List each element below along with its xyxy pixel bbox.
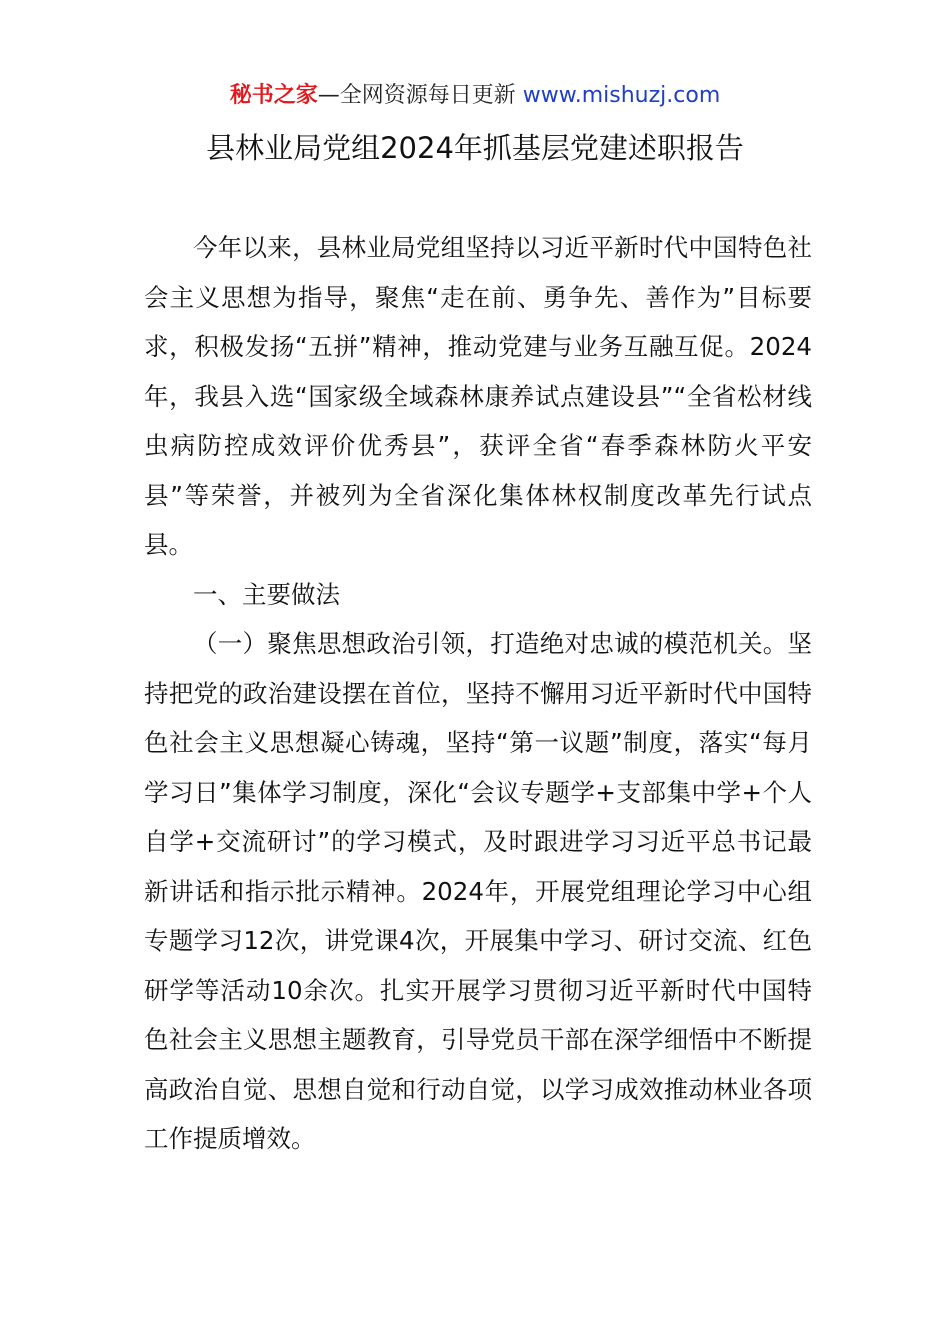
brand-name: 秘书之家 [229, 83, 318, 108]
body-paragraph: （一）聚焦思想政治引领，打造绝对忠诚的模范机关。坚持把党的政治建设摆在首位，坚持不懈用习近平新时代中国特色社会主义思想凝心铸魂，坚持“第一议题”制度，落实“每月学习日”集体学习制度，深化“会议专题学+支部集中学+个人自学+交流研讨”的学习模式，及时跟进学习习近平总书记最新讲话和指示批示精神。2024年，开展党组理论学习中心组专题学习12次，讲党课4次，开展集中学习、研讨交流、红色研学等活动10余次。扎实开展学习贯彻习近平新时代中国特色社会主义思想主题教育，引导党员干部在深学细悟中不断提高政治自觉、思想自觉和行动自觉，以学习成效推动林业各项工作提质增效。 [144, 629, 812, 1153]
document-body [144, 223, 812, 1164]
intro-paragraph: 今年以来，县林业局党组坚持以习近平新时代中国特色社会主义思想为指导，聚焦“走在前、勇争先、善作为”目标要求，积极发扬“五拼”精神，推动党建与业务互融互促。2024年，我县入选“国家级全域森林康养试点建设县”“全省松材线虫病防控成效评价优秀县”，获评全省“春季森林防火平安县”等荣誉，并被列为全省深化集体林权制度改革先行试点县。 [144, 233, 812, 559]
section-heading: 一、主要做法 [193, 579, 340, 609]
site-tagline: —全网资源每日更新 [317, 83, 523, 108]
document-title: 县林业局党组2024年抓基层党建述职报告 [206, 131, 744, 165]
site-url-link[interactable]: www.mishuzj.com [522, 83, 721, 108]
site-header [0, 80, 950, 112]
